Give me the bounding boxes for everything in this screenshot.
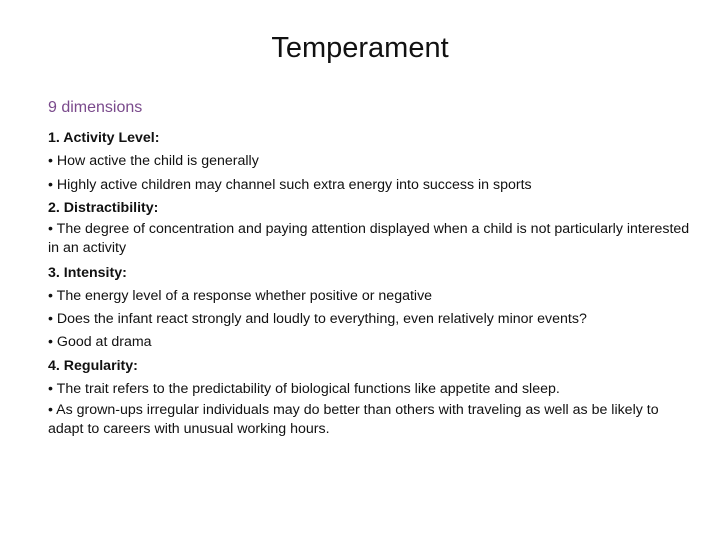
bullet-item: • Highly active children may channel such extra energy into success in sports [48,176,532,193]
bullet-item: • The degree of concentration and paying attention displayed when a child is not particularly interested in an activity [48,221,690,256]
section-heading: 1. Activity Level: [48,130,160,146]
slide-title: Temperament [271,32,449,64]
slide-subtitle: 9 dimensions [48,99,143,116]
bullet-item: • The energy level of a response whether positive or negative [48,287,433,304]
bullet-item: • How active the child is generally [48,153,259,170]
bullet-item: • The trait refers to the predictability of biological functions like appetite and sleep. [48,380,560,397]
section-heading: 3. Intensity: [48,264,127,281]
section-heading: 4. Regularity: [48,357,138,374]
bullet-item: • Good at drama [48,334,152,351]
slide-content [48,127,690,443]
bullet-item: • As grown-ups irregular individuals may do better than others with traveling as well as be likely to adapt to careers with unusual working hours. [48,402,659,437]
section-heading: 2. Distractibility: [48,199,159,216]
bullet-item: • Does the infant react strongly and loudly to everything, even relatively minor events? [48,311,587,328]
